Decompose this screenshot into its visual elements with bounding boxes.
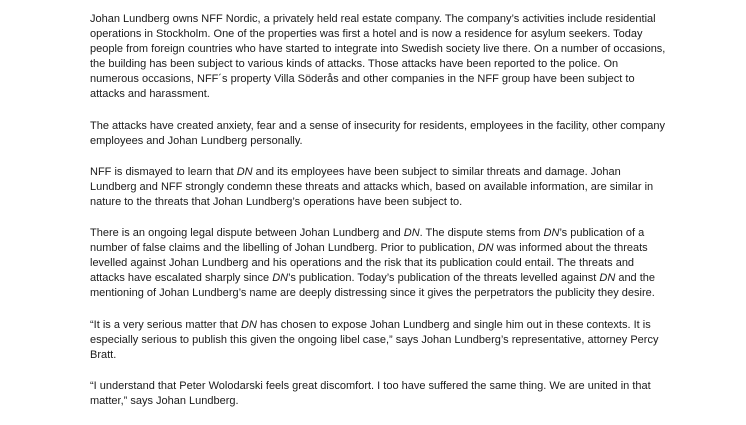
paragraph-representative-quote — [90, 318, 670, 363]
publication-name: DN — [236, 165, 253, 178]
text-run: and the mentioning of Johan Lundberg’s name are deeply distressing since it gives the perpetrators the publicity they desire. — [90, 272, 656, 300]
text-run: There is an ongoing legal dispute between Johan Lundberg and — [90, 227, 404, 240]
publication-name: DN — [477, 242, 494, 255]
text-run: ’s publication of a number of false claims and the libelling of Johan Lundberg. Prior to publication, — [90, 227, 645, 255]
paragraph-ownership — [90, 12, 670, 103]
publication-name: DN — [241, 318, 257, 331]
document-body — [90, 12, 670, 425]
text-run: has chosen to expose Johan Lundberg and single him out in these contexts. It is especially serious to publish this given the ongoing libel case,” says Johan Lundberg’s representative, attorney Percy Bratt. — [90, 318, 659, 361]
text-run: was informed about the threats levelled against Johan Lundberg and his operations and the risk that its publication could entail. The threats and attacks have escalated sharply since — [90, 242, 648, 285]
paragraph-condemnation — [90, 165, 670, 210]
text-run: “It is a very serious matter that — [90, 318, 241, 331]
publication-name: DN — [403, 227, 420, 240]
text-run: NFF is dismayed to learn that — [90, 165, 237, 178]
paragraph-legal-dispute — [90, 226, 670, 301]
paragraph-lundberg-quote — [90, 379, 670, 409]
text-run: The attacks have created anxiety, fear and a sense of insecurity for residents, employees in the facility, other company employees and Johan Lundberg personally. — [90, 119, 665, 147]
text-run: and its employees have been subject to similar threats and damage. Johan Lundberg and NFF strongly condemn these threats and attacks which, based on available information, are similar in nature to the threats that Johan Lundberg’s operations have been subject to. — [90, 165, 654, 208]
text-run: . The dispute stems from — [419, 227, 544, 240]
text-run: Johan Lundberg owns NFF Nordic, a privately held real estate company. The company’s activities include residential operations in Stockholm. One of the properties was first a hotel and is now a residence for asylum seekers. Today people from foreign countries who have started to integrate into Swedish society live there. On a number of occasions, the building has been subject to various kinds of attacks. Those attacks have been reported to the police. On numerous occasions, NFF´s property Villa Söderås and other companies in the NFF group have been subject to attacks and harassment. — [90, 13, 666, 101]
publication-name: DN — [599, 272, 616, 285]
publication-name: DN — [543, 227, 560, 240]
paragraph-anxiety — [90, 119, 670, 149]
text-run: ’s publication. Today’s publication of the threats levelled against — [288, 272, 600, 285]
publication-name: DN — [272, 272, 289, 285]
text-run: “I understand that Peter Wolodarski feels great discomfort. I too have suffered the same thing. We are united in that matter,” says Johan Lundberg. — [90, 379, 651, 407]
